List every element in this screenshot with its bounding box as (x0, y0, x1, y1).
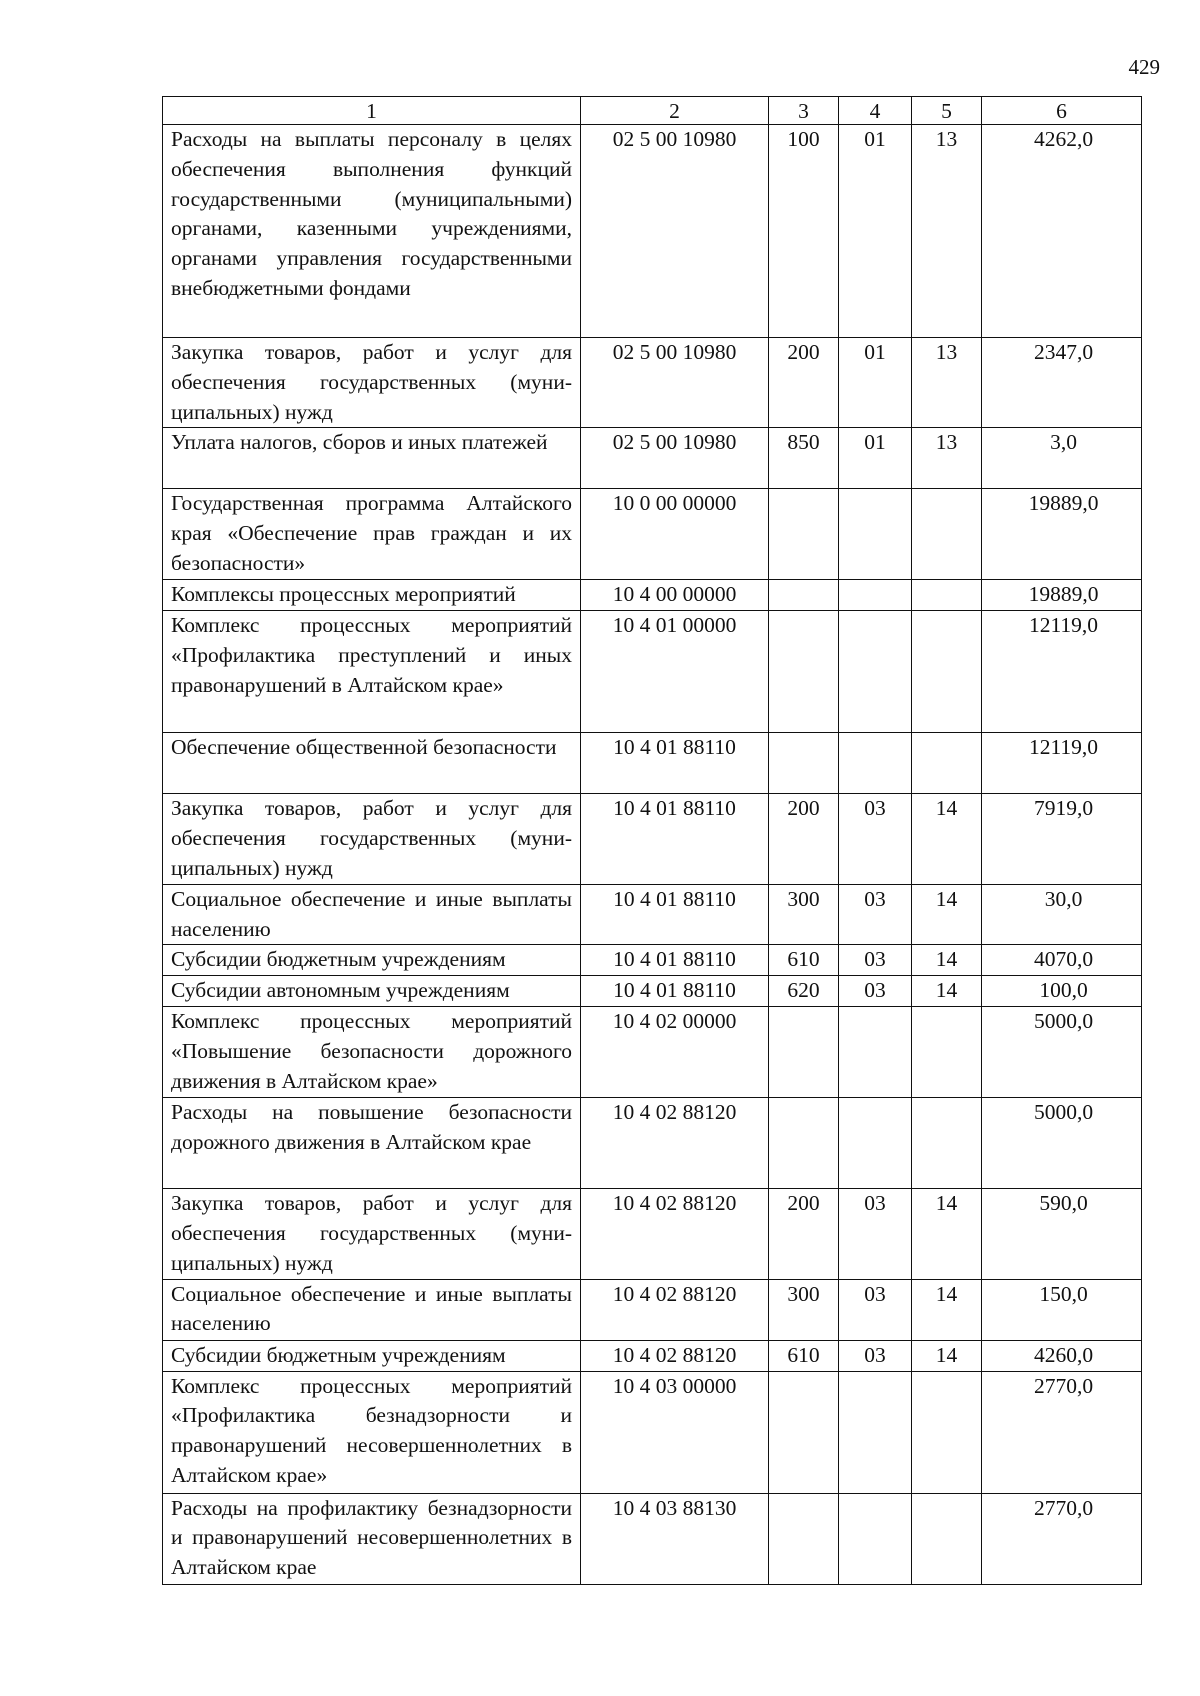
row-col5: 14 (912, 1279, 982, 1340)
row-col3 (769, 733, 839, 794)
row-code: 10 4 01 00000 (581, 611, 769, 733)
row-code: 02 5 00 10980 (581, 125, 769, 338)
row-sum: 4262,0 (982, 125, 1142, 338)
table-row (163, 338, 1142, 428)
row-col3: 200 (769, 338, 839, 428)
row-col4: 03 (839, 1279, 912, 1340)
header-cell-1: 1 (163, 97, 581, 125)
row-col5 (912, 489, 982, 580)
row-sum: 100,0 (982, 976, 1142, 1007)
row-col3: 850 (769, 428, 839, 489)
row-code: 10 4 02 00000 (581, 1007, 769, 1098)
row-col4 (839, 580, 912, 611)
row-col5 (912, 1098, 982, 1189)
row-sum: 4070,0 (982, 945, 1142, 976)
row-col5: 13 (912, 428, 982, 489)
row-sum: 19889,0 (982, 489, 1142, 580)
row-name: Субсидии бюджетным учреждениям (163, 1340, 581, 1371)
row-col4: 03 (839, 1189, 912, 1279)
row-name: Государственная программа Алтайского края «Обеспечение прав граждан и их безопасности» (163, 489, 581, 580)
row-sum: 12119,0 (982, 611, 1142, 733)
table-row (163, 794, 1142, 884)
row-name: Субсидии бюджетным учреждениям (163, 945, 581, 976)
table-row (163, 611, 1142, 733)
row-sum: 7919,0 (982, 794, 1142, 884)
table-row (163, 945, 1142, 976)
header-cell-6: 6 (982, 97, 1142, 125)
row-col3: 300 (769, 884, 839, 945)
header-cell-2: 2 (581, 97, 769, 125)
row-col4: 03 (839, 976, 912, 1007)
table-row (163, 1340, 1142, 1371)
row-name: Уплата налогов, сборов и иных платежей (163, 428, 581, 489)
row-col4 (839, 1007, 912, 1098)
row-name: Комплекс процессных мероприятий «Повышение безопасности дорожного движения в Алтайском крае» (163, 1007, 581, 1098)
table-row (163, 1371, 1142, 1493)
row-name: Закупка товаров, работ и услуг для обеспечения государственных (муниципальных) нужд (163, 338, 581, 428)
row-sum: 2347,0 (982, 338, 1142, 428)
row-col3 (769, 1007, 839, 1098)
row-col3: 300 (769, 1279, 839, 1340)
row-sum: 150,0 (982, 1279, 1142, 1340)
row-code: 10 4 02 88120 (581, 1098, 769, 1189)
row-sum: 4260,0 (982, 1340, 1142, 1371)
row-col5: 14 (912, 794, 982, 884)
row-col3 (769, 580, 839, 611)
header-cell-4: 4 (839, 97, 912, 125)
row-col3: 100 (769, 125, 839, 338)
row-code: 10 4 02 88120 (581, 1279, 769, 1340)
row-col3 (769, 611, 839, 733)
row-col5 (912, 611, 982, 733)
row-code: 10 4 01 88110 (581, 733, 769, 794)
row-col3: 620 (769, 976, 839, 1007)
row-name: Комплексы процессных мероприятий (163, 580, 581, 611)
row-sum: 12119,0 (982, 733, 1142, 794)
row-name: Расходы на повышение безопасности дорожного движения в Алтайском крае (163, 1098, 581, 1189)
row-col3 (769, 1098, 839, 1189)
row-col5 (912, 1371, 982, 1493)
table-row (163, 884, 1142, 945)
table-row (163, 1279, 1142, 1340)
row-col5: 13 (912, 125, 982, 338)
row-code: 02 5 00 10980 (581, 338, 769, 428)
row-name: Социальное обеспечение и иные выплаты населению (163, 1279, 581, 1340)
row-col3: 200 (769, 1189, 839, 1279)
header-cell-3: 3 (769, 97, 839, 125)
row-col5: 14 (912, 1340, 982, 1371)
row-sum: 590,0 (982, 1189, 1142, 1279)
row-col5 (912, 580, 982, 611)
row-col5: 14 (912, 945, 982, 976)
row-col4 (839, 733, 912, 794)
table-row (163, 976, 1142, 1007)
row-sum: 3,0 (982, 428, 1142, 489)
table-row (163, 489, 1142, 580)
row-col4 (839, 1098, 912, 1189)
row-col5: 14 (912, 1189, 982, 1279)
row-col5: 13 (912, 338, 982, 428)
row-col4: 03 (839, 794, 912, 884)
row-code: 10 0 00 00000 (581, 489, 769, 580)
row-col5 (912, 733, 982, 794)
row-col4 (839, 611, 912, 733)
row-sum: 19889,0 (982, 580, 1142, 611)
row-code: 10 4 03 88130 (581, 1493, 769, 1584)
row-col4 (839, 489, 912, 580)
page-number: 429 (1128, 55, 1160, 79)
row-col4: 03 (839, 1340, 912, 1371)
row-name: Расходы на выплаты персоналу в целях обеспечения выполнения функций государственными (муниципальными) органами, казенными учреждениями, органами управления государственными внебюджетными фондами (163, 125, 581, 338)
row-col3 (769, 1493, 839, 1584)
table-header-row (163, 97, 1142, 125)
row-code: 10 4 01 88110 (581, 945, 769, 976)
row-sum: 5000,0 (982, 1098, 1142, 1189)
row-name: Комплекс процессных мероприятий «Профилактика безнадзорности и правонарушений несовершеннолетних в Алтайском крае» (163, 1371, 581, 1493)
row-code: 10 4 03 00000 (581, 1371, 769, 1493)
row-code: 10 4 01 88110 (581, 884, 769, 945)
row-col4: 01 (839, 125, 912, 338)
budget-table (162, 96, 1142, 1585)
row-name: Субсидии автономным учреждениям (163, 976, 581, 1007)
row-col4: 03 (839, 884, 912, 945)
table-row (163, 1493, 1142, 1584)
row-col4: 01 (839, 428, 912, 489)
row-col4 (839, 1493, 912, 1584)
row-name: Закупка товаров, работ и услуг для обеспечения государственных (муниципальных) нужд (163, 794, 581, 884)
row-sum: 5000,0 (982, 1007, 1142, 1098)
row-col3: 200 (769, 794, 839, 884)
row-name: Обеспечение общественной безопасности (163, 733, 581, 794)
row-name: Социальное обеспечение и иные выплаты населению (163, 884, 581, 945)
row-col3 (769, 1371, 839, 1493)
table-row (163, 125, 1142, 338)
row-col5 (912, 1007, 982, 1098)
row-code: 02 5 00 10980 (581, 428, 769, 489)
row-code: 10 4 02 88120 (581, 1340, 769, 1371)
table-row (163, 1098, 1142, 1189)
row-sum: 30,0 (982, 884, 1142, 945)
row-code: 10 4 00 00000 (581, 580, 769, 611)
row-col3 (769, 489, 839, 580)
header-cell-5: 5 (912, 97, 982, 125)
table-row (163, 1007, 1142, 1098)
row-col5: 14 (912, 884, 982, 945)
table-row (163, 580, 1142, 611)
row-col4: 03 (839, 945, 912, 976)
row-name: Комплекс процессных мероприятий «Профилактика преступлений и иных правонарушений в Алтайском крае» (163, 611, 581, 733)
table-row (163, 428, 1142, 489)
row-col5: 14 (912, 976, 982, 1007)
row-col3: 610 (769, 945, 839, 976)
table-row (163, 733, 1142, 794)
row-col3: 610 (769, 1340, 839, 1371)
row-code: 10 4 01 88110 (581, 794, 769, 884)
row-code: 10 4 02 88120 (581, 1189, 769, 1279)
row-col4: 01 (839, 338, 912, 428)
row-col5 (912, 1493, 982, 1584)
row-name: Закупка товаров, работ и услуг для обеспечения государственных (муниципальных) нужд (163, 1189, 581, 1279)
row-name: Расходы на профилактику безнадзорности и правонарушений несовершеннолетних в Алтайском крае (163, 1493, 581, 1584)
table-row (163, 1189, 1142, 1279)
row-sum: 2770,0 (982, 1493, 1142, 1584)
row-sum: 2770,0 (982, 1371, 1142, 1493)
row-col4 (839, 1371, 912, 1493)
row-code: 10 4 01 88110 (581, 976, 769, 1007)
